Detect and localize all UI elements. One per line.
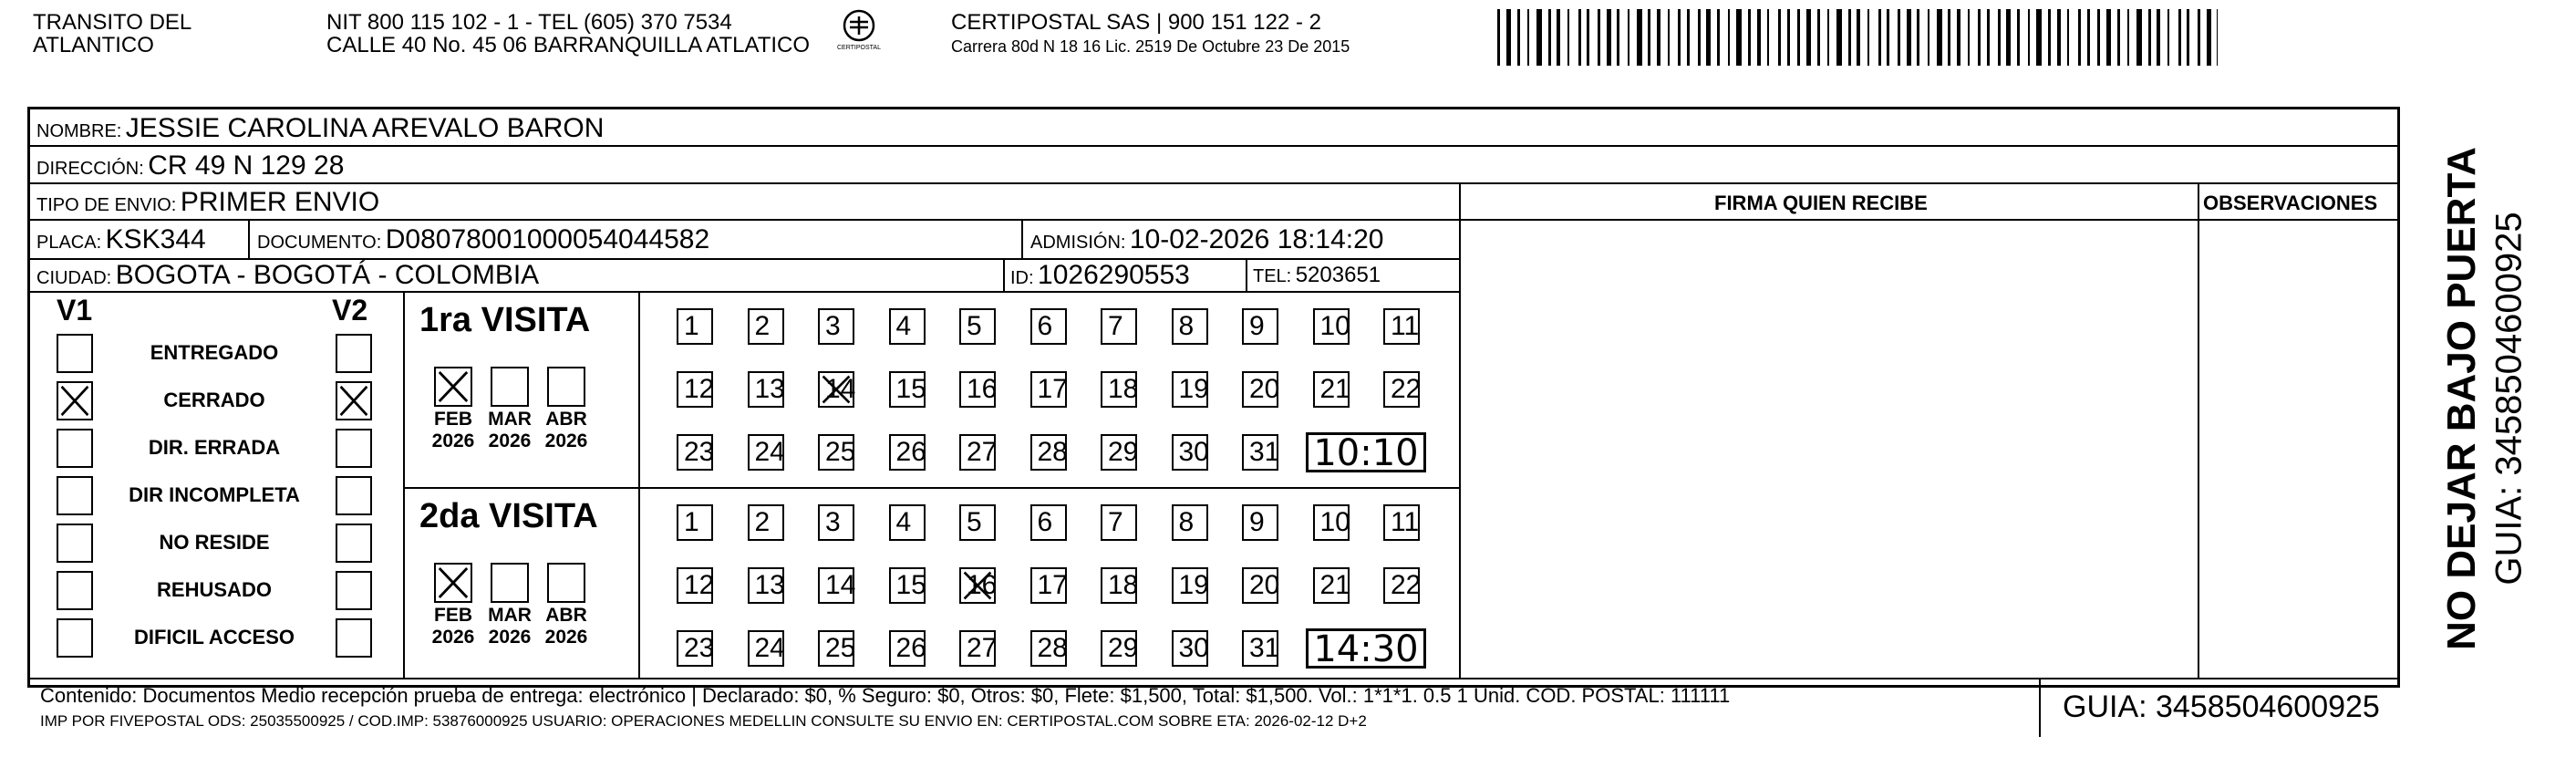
- v2-checkbox[interactable]: [336, 334, 372, 373]
- month-year: 2026: [544, 430, 588, 451]
- day-box[interactable]: [1172, 371, 1208, 408]
- day-box[interactable]: [889, 308, 926, 345]
- tipo-envio-value: PRIMER ENVIO: [180, 187, 380, 217]
- day-number: 21: [1319, 374, 1350, 404]
- day-box[interactable]: [677, 504, 713, 541]
- day-number: 23: [684, 437, 715, 467]
- month-name: MAR: [488, 409, 532, 430]
- status-option-label: ENTREGADO: [150, 341, 279, 364]
- day-box[interactable]: [1101, 567, 1137, 604]
- day-number: 2: [754, 507, 771, 537]
- day-box[interactable]: [889, 630, 926, 667]
- form-frame: [27, 107, 2400, 688]
- day-number: 27: [967, 633, 998, 663]
- day-box[interactable]: [1172, 434, 1208, 471]
- day-box[interactable]: [1242, 434, 1278, 471]
- v1-checkbox[interactable]: [57, 618, 93, 658]
- month-name: MAR: [488, 605, 532, 626]
- month-label: [540, 409, 593, 452]
- visit-title: 2da VISITA: [419, 497, 598, 535]
- v1-checkbox[interactable]: [57, 524, 93, 563]
- month-name: ABR: [545, 605, 587, 626]
- day-box[interactable]: [1172, 504, 1208, 541]
- side-guia: GUIA: 3458504600925: [2488, 212, 2529, 586]
- month-name: FEB: [434, 409, 472, 430]
- day-box[interactable]: [1101, 308, 1137, 345]
- day-number: 7: [1108, 507, 1123, 537]
- day-box[interactable]: [1242, 630, 1278, 667]
- day-number: 15: [895, 374, 926, 404]
- day-box[interactable]: [1172, 630, 1208, 667]
- day-box[interactable]: [818, 434, 854, 471]
- day-number: 5: [967, 311, 982, 341]
- day-box[interactable]: [818, 630, 854, 667]
- ciudad-label: CIUDAD:: [36, 268, 112, 288]
- month-year: 2026: [544, 627, 588, 648]
- tipo-envio-row: [36, 187, 379, 218]
- day-box[interactable]: [1172, 567, 1208, 604]
- id-value: 1026290553: [1038, 260, 1190, 290]
- v2-label: V2: [332, 294, 368, 327]
- day-box[interactable]: [748, 434, 784, 471]
- day-box[interactable]: [1242, 504, 1278, 541]
- direccion-label: DIRECCIÓN:: [36, 159, 144, 179]
- day-number: 20: [1249, 570, 1280, 600]
- day-number: 7: [1108, 311, 1123, 341]
- day-box[interactable]: [959, 567, 996, 604]
- day-number: 19: [1178, 374, 1209, 404]
- admision-row: [1030, 224, 1383, 255]
- day-box[interactable]: [959, 308, 996, 345]
- month-name: FEB: [434, 605, 472, 626]
- month-checkbox[interactable]: [491, 367, 529, 407]
- month-year: 2026: [488, 430, 532, 451]
- day-number: 3: [825, 311, 841, 341]
- day-box[interactable]: [1101, 371, 1137, 408]
- v1-label: V1: [57, 294, 93, 327]
- day-box[interactable]: [748, 630, 784, 667]
- day-number: 27: [967, 437, 998, 467]
- day-box[interactable]: [1101, 434, 1137, 471]
- day-number: 15: [895, 570, 926, 600]
- day-box[interactable]: [1030, 504, 1067, 541]
- sender-name-line1: TRANSITO DEL: [33, 10, 192, 35]
- nombre-row: [36, 113, 604, 144]
- day-number: 28: [1037, 633, 1068, 663]
- day-box[interactable]: [818, 504, 854, 541]
- v2-checkbox[interactable]: [336, 476, 372, 515]
- day-box[interactable]: [1383, 371, 1420, 408]
- day-number: 30: [1178, 437, 1209, 467]
- day-number: 10: [1319, 507, 1350, 537]
- day-number: 26: [895, 437, 926, 467]
- day-box[interactable]: [1030, 371, 1067, 408]
- month-checkbox[interactable]: [434, 563, 472, 603]
- day-box[interactable]: [818, 371, 854, 408]
- day-number: 18: [1108, 570, 1139, 600]
- day-box[interactable]: [1313, 567, 1350, 604]
- visit-time: 10:10: [1306, 432, 1426, 472]
- day-number: 23: [684, 633, 715, 663]
- month-name: ABR: [545, 409, 587, 430]
- day-number: 24: [754, 633, 785, 663]
- day-box[interactable]: [1313, 371, 1350, 408]
- day-number: 13: [754, 374, 785, 404]
- sender-name-line2: ATLANTICO: [33, 33, 154, 57]
- certipostal-logo-icon: [837, 7, 881, 51]
- v2-checkbox[interactable]: [336, 429, 372, 468]
- day-number: 20: [1249, 374, 1280, 404]
- day-box[interactable]: [889, 371, 926, 408]
- day-number: 25: [825, 437, 856, 467]
- sender-address: CALLE 40 No. 45 06 BARRANQUILLA ATLATICO: [326, 33, 811, 57]
- documento-label: DOCUMENTO:: [257, 233, 382, 253]
- month-label: [540, 605, 593, 648]
- day-box[interactable]: [1383, 504, 1420, 541]
- nombre-value: JESSIE CAROLINA AREVALO BARON: [125, 113, 605, 143]
- day-number: 8: [1178, 311, 1195, 341]
- day-number: 13: [754, 570, 785, 600]
- sender-nit: NIT 800 115 102 - 1 - TEL (605) 370 7534: [326, 10, 732, 35]
- day-number: 6: [1037, 507, 1053, 537]
- day-number: 4: [895, 311, 912, 341]
- month-checkbox[interactable]: [547, 563, 585, 603]
- day-number: 12: [684, 570, 715, 600]
- day-number: 8: [1178, 507, 1195, 537]
- day-box[interactable]: [959, 504, 996, 541]
- day-number: 14: [825, 374, 856, 404]
- month-checkbox[interactable]: [434, 367, 472, 407]
- documento-value: D08078001000054044582: [385, 224, 710, 254]
- day-number: 14: [825, 570, 856, 600]
- status-option-label: DIFICIL ACCESO: [133, 626, 295, 648]
- tel-row: [1253, 263, 1381, 288]
- day-box[interactable]: [1383, 308, 1420, 345]
- day-number: 9: [1249, 507, 1265, 537]
- visit-title: 1ra VISITA: [419, 301, 591, 339]
- day-box[interactable]: [818, 567, 854, 604]
- day-box[interactable]: [889, 504, 926, 541]
- month-checkbox[interactable]: [547, 367, 585, 407]
- v1-checkbox[interactable]: [57, 381, 93, 420]
- day-number: 21: [1319, 570, 1350, 600]
- day-box[interactable]: [1030, 434, 1067, 471]
- footer-contenido: Contenido: Documentos Medio recepción prueba de entrega: electrónico | Declarado: $0, % Seguro: $0, Otros: $0, Flete: $1,500, Total: $1,500. Vol.: 1*1*1. 0.5 1 Unid. COD. POSTAL: 111111: [40, 684, 1731, 707]
- day-number: 18: [1108, 374, 1139, 404]
- tel-label: TEL:: [1253, 266, 1292, 286]
- direccion-value: CR 49 N 129 28: [148, 150, 345, 181]
- day-number: 12: [684, 374, 715, 404]
- day-box[interactable]: [889, 434, 926, 471]
- month-year: 2026: [431, 430, 475, 451]
- barcode: [1497, 9, 2218, 66]
- day-number: 22: [1391, 570, 1422, 600]
- day-box[interactable]: [1030, 308, 1067, 345]
- day-number: 29: [1108, 633, 1139, 663]
- day-number: 3: [825, 507, 841, 537]
- certipostal-logo-text: CERTIPOSTAL: [837, 45, 881, 51]
- day-box[interactable]: [748, 371, 784, 408]
- day-number: 9: [1249, 311, 1265, 341]
- day-number: 6: [1037, 311, 1053, 341]
- day-number: 16: [967, 570, 998, 600]
- day-number: 1: [684, 507, 699, 537]
- status-option-label: REHUSADO: [157, 578, 272, 601]
- company-line: CERTIPOSTAL SAS | 900 151 122 - 2: [951, 10, 1321, 35]
- day-number: 10: [1319, 311, 1350, 341]
- day-number: 11: [1391, 311, 1420, 341]
- placa-label: PLACA:: [36, 233, 102, 253]
- day-box[interactable]: [1101, 630, 1137, 667]
- day-box[interactable]: [1313, 308, 1350, 345]
- month-checkbox[interactable]: [491, 563, 529, 603]
- day-number: 17: [1037, 374, 1068, 404]
- day-box[interactable]: [1242, 371, 1278, 408]
- day-number: 1: [684, 311, 699, 341]
- day-number: 26: [895, 633, 926, 663]
- month-label: [483, 409, 536, 452]
- day-number: 2: [754, 311, 771, 341]
- observaciones-header: OBSERVACIONES: [2203, 192, 2378, 214]
- v2-checkbox[interactable]: [336, 524, 372, 563]
- day-box[interactable]: [959, 434, 996, 471]
- day-number: 24: [754, 437, 785, 467]
- firma-header: FIRMA QUIEN RECIBE: [1714, 192, 1928, 214]
- id-row: [1010, 260, 1190, 291]
- ciudad-row: [36, 260, 539, 291]
- day-number: 28: [1037, 437, 1068, 467]
- day-number: 31: [1249, 633, 1280, 663]
- day-number: 17: [1037, 570, 1068, 600]
- day-box[interactable]: [748, 504, 784, 541]
- v1-checkbox[interactable]: [57, 476, 93, 515]
- day-box[interactable]: [1030, 630, 1067, 667]
- v1-checkbox[interactable]: [57, 334, 93, 373]
- day-number: 5: [967, 507, 982, 537]
- day-box[interactable]: [1172, 308, 1208, 345]
- day-box[interactable]: [959, 371, 996, 408]
- day-box[interactable]: [1313, 504, 1350, 541]
- placa-row: [36, 224, 206, 255]
- month-label: [483, 605, 536, 648]
- id-label: ID:: [1010, 268, 1034, 288]
- visit-time: 14:30: [1306, 628, 1426, 669]
- day-box[interactable]: [677, 308, 713, 345]
- v1-checkbox[interactable]: [57, 429, 93, 468]
- footer-guia: GUIA: 3458504600925: [2063, 690, 2380, 724]
- month-year: 2026: [431, 627, 475, 648]
- status-option-label: DIR INCOMPLETA: [129, 483, 300, 506]
- day-box[interactable]: [677, 630, 713, 667]
- month-label: [427, 409, 480, 452]
- placa-value: KSK344: [105, 224, 206, 254]
- v2-checkbox[interactable]: [336, 571, 372, 610]
- day-box[interactable]: [1101, 504, 1137, 541]
- documento-row: [257, 224, 709, 255]
- day-number: 19: [1178, 570, 1209, 600]
- day-number: 29: [1108, 437, 1139, 467]
- company-license: Carrera 80d N 18 16 Lic. 2519 De Octubre 23 De 2015: [951, 37, 1350, 56]
- month-year: 2026: [488, 627, 532, 648]
- side-warning: NO DEJAR BAJO PUERTA: [2439, 147, 2484, 650]
- v2-checkbox[interactable]: [336, 381, 372, 420]
- day-box[interactable]: [1383, 567, 1420, 604]
- day-box[interactable]: [889, 567, 926, 604]
- tel-value: 5203651: [1295, 263, 1381, 287]
- footer-imp: IMP POR FIVEPOSTAL ODS: 25035500925 / COD.IMP: 53876000925 USUARIO: OPERACIONES MEDELLIN CONSULTE SU ENVIO EN: CERTIPOSTAL.COM SOBRE ETA: 2026-02-12 D+2: [40, 712, 1367, 730]
- day-box[interactable]: [677, 371, 713, 408]
- day-number: 25: [825, 633, 856, 663]
- day-box[interactable]: [677, 434, 713, 471]
- admision-value: 10-02-2026 18:14:20: [1129, 224, 1384, 254]
- ciudad-value: BOGOTA - BOGOTÁ - COLOMBIA: [115, 260, 540, 290]
- status-option-label: NO RESIDE: [159, 531, 270, 554]
- day-box[interactable]: [748, 567, 784, 604]
- day-number: 4: [895, 507, 912, 537]
- admision-label: ADMISIÓN:: [1030, 233, 1126, 253]
- nombre-label: NOMBRE:: [36, 121, 122, 141]
- day-box[interactable]: [677, 567, 713, 604]
- day-number: 31: [1249, 437, 1280, 467]
- day-box[interactable]: [1242, 308, 1278, 345]
- direccion-row: [36, 150, 344, 181]
- day-number: 11: [1391, 507, 1420, 537]
- day-number: 22: [1391, 374, 1422, 404]
- v2-checkbox[interactable]: [336, 618, 372, 658]
- month-label: [427, 605, 480, 648]
- tipo-envio-label: TIPO DE ENVIO:: [36, 195, 177, 215]
- day-number: 16: [967, 374, 998, 404]
- status-option-label: DIR. ERRADA: [148, 436, 281, 459]
- day-box[interactable]: [959, 630, 996, 667]
- day-box[interactable]: [1242, 567, 1278, 604]
- day-box[interactable]: [1030, 567, 1067, 604]
- day-box[interactable]: [748, 308, 784, 345]
- day-box[interactable]: [818, 308, 854, 345]
- v1-checkbox[interactable]: [57, 571, 93, 610]
- status-option-label: CERRADO: [163, 389, 265, 411]
- day-number: 30: [1178, 633, 1209, 663]
